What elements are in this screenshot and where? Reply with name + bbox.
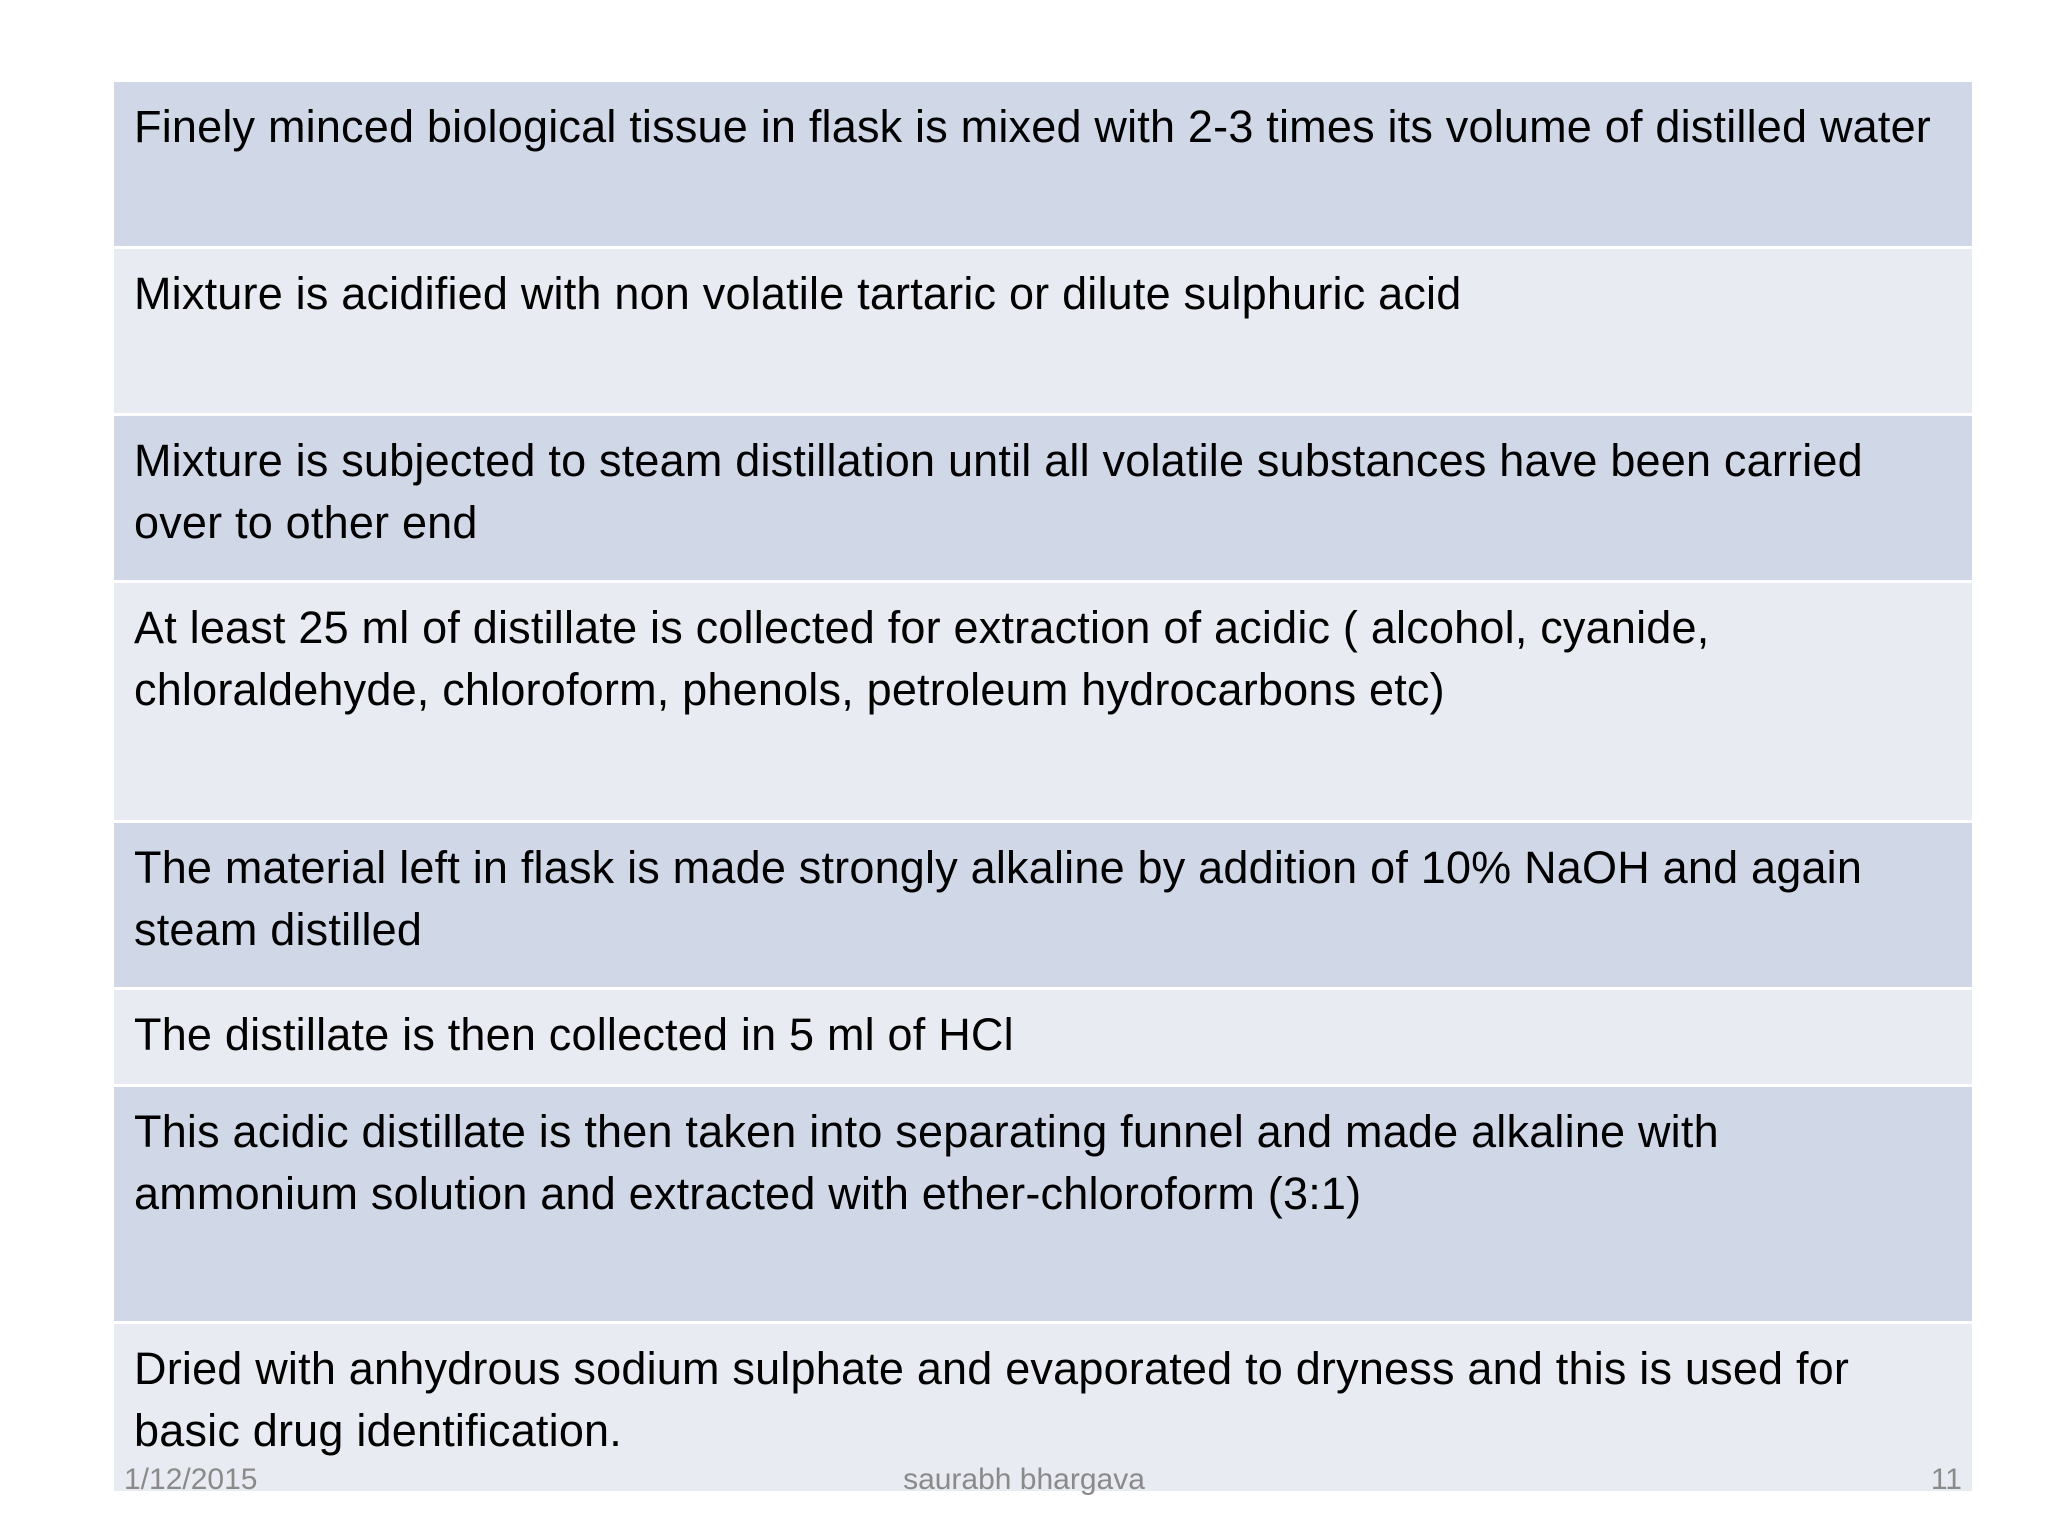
step-row-7: This acidic distillate is then taken into separating funnel and made alkaline with ammonium solution and extracted with ether-chloroform (3:1) [114,1087,1972,1324]
step-row-1: Finely minced biological tissue in flask is mixed with 2-3 times its volume of distilled water [114,82,1972,249]
step-row-2: Mixture is acidified with non volatile tartaric or dilute sulphuric acid [114,249,1972,416]
footer-page-number: 11 [1930,1463,1962,1496]
footer-author: saurabh bhargava [903,1463,1145,1496]
step-row-6: The distillate is then collected in 5 ml of HCl [114,990,1972,1087]
step-row-3: Mixture is subjected to steam distillation until all volatile substances have been carried over to other end [114,416,1972,583]
footer-date: 1/12/2015 [124,1463,258,1496]
step-row-8: Dried with anhydrous sodium sulphate and evaporated to dryness and this is used for basic drug identification. [114,1324,1972,1491]
procedure-table [114,82,1972,1491]
step-row-5: The material left in flask is made strongly alkaline by addition of 10% NaOH and again steam distilled [114,823,1972,990]
step-row-4: At least 25 ml of distillate is collected for extraction of acidic ( alcohol, cyanide, chloraldehyde, chloroform, phenols, petroleum hydrocarbons etc) [114,583,1972,823]
